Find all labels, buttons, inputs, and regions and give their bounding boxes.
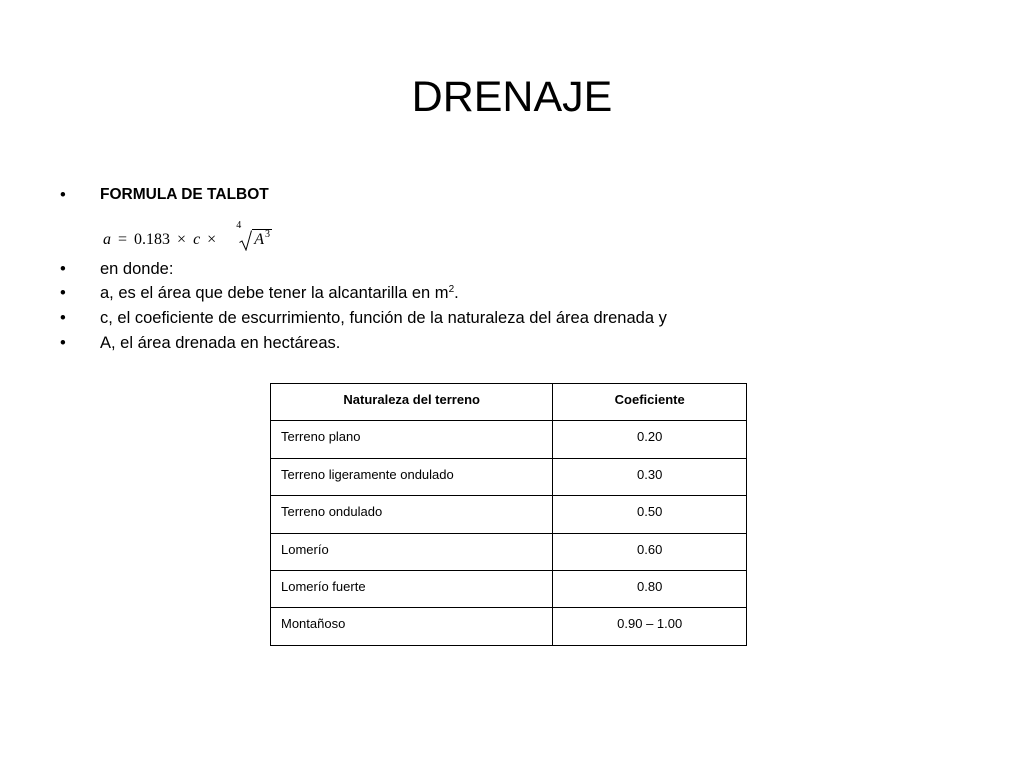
formula-equals: =	[118, 231, 128, 248]
terrain-cell: Montañoso	[271, 608, 553, 645]
bullet-tail: .	[454, 284, 459, 302]
bullet-text: c, el coeficiente de escurrimiento, función de la naturaleza del área drenada y	[100, 309, 667, 327]
terrain-cell: Terreno ligeramente ondulado	[271, 458, 553, 495]
bullet-marker: •	[60, 186, 66, 204]
table-header-row	[271, 384, 747, 421]
coefficient-cell: 0.90 – 1.00	[553, 608, 747, 645]
table-row	[271, 533, 747, 570]
formula-heading: FORMULA DE TALBOT	[100, 186, 269, 203]
radicand	[252, 229, 272, 250]
bullet-marker: •	[60, 284, 66, 302]
formula-area-var: A	[254, 231, 264, 248]
coefficient-cell: 0.30	[553, 458, 747, 495]
header-coefficient: Coeficiente	[553, 384, 747, 421]
coefficient-cell: 0.20	[553, 421, 747, 458]
coefficient-cell: 0.80	[553, 570, 747, 607]
table-row	[271, 608, 747, 645]
bullet-item	[0, 331, 1024, 355]
table-row	[271, 421, 747, 458]
bullet-heading	[0, 183, 1024, 207]
table-row	[271, 458, 747, 495]
bullet-text: en donde:	[100, 260, 174, 278]
formula-runoff-var: c	[193, 231, 201, 248]
terrain-cell: Terreno ondulado	[271, 496, 553, 533]
table-row	[271, 496, 747, 533]
formula-coefficient: 0.183	[134, 231, 171, 248]
fourth-root	[236, 220, 272, 252]
terrain-cell: Terreno plano	[271, 421, 553, 458]
coefficient-cell: 0.50	[553, 496, 747, 533]
bullet-text: A, el área drenada en hectáreas.	[100, 334, 341, 352]
formula-lhs: a	[103, 231, 111, 248]
formula-exponent: 3	[264, 229, 270, 240]
runoff-coefficient-table	[270, 383, 747, 646]
formula-times: ×	[177, 231, 187, 248]
bullet-text: a, es el área que debe tener la alcantarilla en m	[100, 284, 449, 302]
unit-superscript: 2	[448, 284, 455, 295]
bullet-marker: •	[60, 309, 66, 327]
talbot-formula	[103, 220, 272, 252]
root-index: 4	[236, 220, 242, 231]
bullet-item	[0, 257, 1024, 281]
bullet-marker: •	[60, 260, 66, 278]
bullet-marker: •	[60, 334, 66, 352]
bullet-item	[0, 306, 1024, 330]
slide-title: DRENAJE	[411, 73, 613, 121]
terrain-cell: Lomerío	[271, 533, 553, 570]
coefficient-cell: 0.60	[553, 533, 747, 570]
bullet-text-wrap	[100, 281, 459, 305]
table-row	[271, 570, 747, 607]
formula-times: ×	[207, 231, 217, 248]
radical-icon	[239, 230, 252, 251]
bullet-item	[0, 281, 1024, 305]
header-terrain: Naturaleza del terreno	[271, 384, 553, 421]
terrain-cell: Lomerío fuerte	[271, 570, 553, 607]
